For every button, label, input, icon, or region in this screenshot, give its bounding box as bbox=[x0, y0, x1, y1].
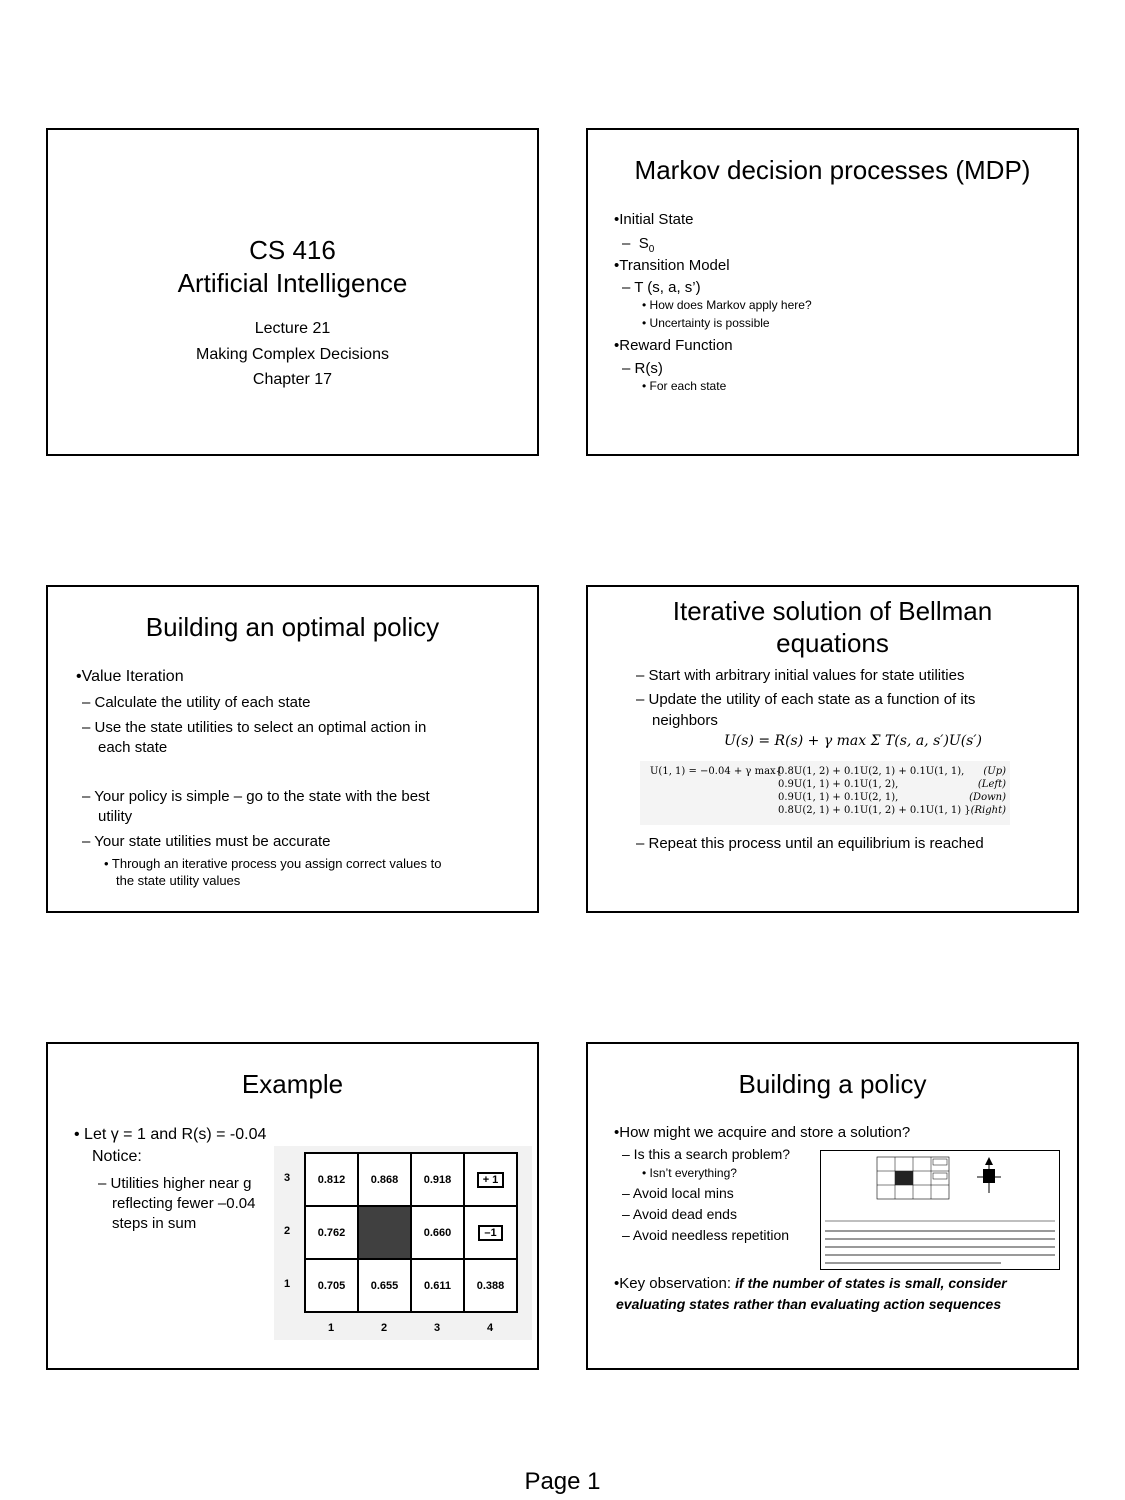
sub-bullet-iterative-cont: the state utility values bbox=[116, 873, 241, 888]
expansion-down: 0.9U(1, 1) + 0.1U(2, 1), bbox=[778, 792, 899, 803]
environment-figure bbox=[820, 1150, 1060, 1270]
bullet-update: – Update the utility of each state as a function of its bbox=[636, 691, 976, 708]
grid-cell: 0.655 bbox=[358, 1259, 411, 1312]
terminal-minus-one: –1 bbox=[478, 1225, 502, 1241]
sub-bullet-markov: • How does Markov apply here? bbox=[642, 298, 812, 312]
chapter-label: Chapter 17 bbox=[252, 371, 333, 388]
slide-example bbox=[46, 1042, 539, 1370]
terminal-plus-one: + 1 bbox=[477, 1172, 505, 1188]
grid-cell: 0.762 bbox=[305, 1206, 358, 1259]
dash: – bbox=[622, 235, 631, 252]
row-label: 1 bbox=[284, 1278, 291, 1290]
bullet-repetition: – Avoid needless repetition bbox=[622, 1227, 790, 1243]
bullet-value-iteration: •Value Iteration bbox=[76, 668, 184, 685]
tag-left: (Left) bbox=[977, 779, 1006, 790]
bullet-calculate-utility: – Calculate the utility of each state bbox=[82, 694, 311, 711]
grid-cell: 0.660 bbox=[411, 1206, 464, 1259]
slide-title-line1: Iterative solution of Bellman bbox=[672, 596, 993, 626]
grid-wall-cell bbox=[358, 1206, 411, 1259]
subscript: 0 bbox=[648, 244, 655, 255]
slide-title-line2: equations bbox=[776, 628, 889, 658]
bullet-utilities-higher-cont2: steps in sum bbox=[112, 1215, 197, 1232]
bullet-policy-simple: – Your policy is simple – go to the state with the best bbox=[82, 788, 430, 805]
tag-right: (Right) bbox=[970, 805, 1006, 816]
bullet-policy-simple-cont: utility bbox=[98, 808, 133, 825]
expansion-left: 0.9U(1, 1) + 0.1U(1, 2), bbox=[778, 779, 899, 790]
row-label: 2 bbox=[284, 1225, 291, 1237]
bullet-acquire-store: •How might we acquire and store a solution? bbox=[614, 1124, 911, 1141]
expansion-right: 0.8U(2, 1) + 0.1U(1, 2) + 0.1U(1, 1) } bbox=[778, 805, 971, 816]
bullet-update-cont: neighbors bbox=[652, 712, 718, 729]
bullet-utilities-higher: – Utilities higher near g bbox=[98, 1175, 252, 1192]
bullet-accurate-utilities: – Your state utilities must be accurate bbox=[82, 833, 331, 850]
bullet-repeat: – Repeat this process until an equilibrium is reached bbox=[636, 835, 984, 852]
sub-bullet-each-state: • For each state bbox=[642, 379, 727, 393]
utility-grid bbox=[304, 1152, 518, 1313]
key-observation-line1 bbox=[614, 1273, 1007, 1294]
tag-up: (Up) bbox=[983, 766, 1006, 777]
slide-bellman bbox=[586, 585, 1079, 913]
bullet-use-utilities: – Use the state utilities to select an optimal action in bbox=[82, 719, 427, 736]
bellman-expansion bbox=[640, 761, 1010, 825]
grid-cell: 0.705 bbox=[305, 1259, 358, 1312]
slide-building-policy bbox=[586, 1042, 1079, 1370]
grid-cell: 0.388 bbox=[464, 1259, 517, 1312]
utility-grid-figure bbox=[274, 1146, 532, 1340]
col-label: 3 bbox=[434, 1322, 441, 1334]
grid-cell-terminal bbox=[464, 1153, 517, 1206]
sub-bullet-iterative: • Through an iterative process you assign correct values to bbox=[104, 856, 442, 871]
bullet-dead-ends: – Avoid dead ends bbox=[622, 1206, 737, 1222]
row-label: 3 bbox=[284, 1172, 291, 1184]
slide-cover bbox=[46, 128, 539, 456]
key-observation-prefix: •Key observation: bbox=[614, 1275, 736, 1292]
lecture-number: Lecture 21 bbox=[254, 320, 331, 337]
slide-title: Example bbox=[241, 1069, 344, 1099]
bullet-search-problem: – Is this a search problem? bbox=[622, 1146, 791, 1162]
grid-cell-terminal bbox=[464, 1206, 517, 1259]
page-number: Page 1 bbox=[524, 1468, 601, 1495]
bullet-reward-fn: – R(s) bbox=[622, 360, 663, 377]
bullet-utilities-higher-cont: reflecting fewer –0.04 bbox=[112, 1195, 256, 1212]
sub-bullet-uncertainty: • Uncertainty is possible bbox=[642, 316, 770, 330]
grid-cell: 0.918 bbox=[411, 1153, 464, 1206]
figure-drawing bbox=[821, 1151, 1059, 1269]
expansion-up: 0.8U(1, 2) + 0.1U(2, 1) + 0.1U(1, 1), bbox=[778, 766, 965, 777]
slide-mdp bbox=[586, 128, 1079, 456]
bullet-start: – Start with arbitrary initial values for state utilities bbox=[636, 667, 965, 684]
s-symbol: S bbox=[638, 235, 649, 252]
course-subtitle: Artificial Intelligence bbox=[177, 268, 408, 298]
slide-title: Markov decision processes (MDP) bbox=[634, 155, 1031, 185]
bullet-initial-state: •Initial State bbox=[614, 211, 694, 228]
bullet-notice: Notice: bbox=[92, 1148, 142, 1165]
col-label: 1 bbox=[328, 1322, 335, 1334]
bellman-equation: U(s) = R(s) + γ max Σ T(s, a, s′)U(s′) bbox=[724, 733, 982, 749]
slide-title: Building a policy bbox=[738, 1069, 927, 1099]
grid-cell: 0.868 bbox=[358, 1153, 411, 1206]
col-label: 2 bbox=[381, 1322, 388, 1334]
bullet-reward-function: •Reward Function bbox=[614, 337, 733, 354]
grid-cell: 0.611 bbox=[411, 1259, 464, 1312]
bullet-transition-model: •Transition Model bbox=[614, 257, 730, 274]
sub-bullet-everything: • Isn’t everything? bbox=[642, 1166, 737, 1180]
expansion-lhs: U(1, 1) = −0.04 + γ max{ bbox=[650, 766, 783, 777]
bullet-use-utilities-cont: each state bbox=[98, 739, 168, 756]
slide-optimal-policy bbox=[46, 585, 539, 913]
course-title: CS 416 bbox=[249, 235, 336, 265]
grid-cell: 0.812 bbox=[305, 1153, 358, 1206]
tag-down: (Down) bbox=[969, 792, 1006, 803]
key-observation-emphasis: if the number of states is small, consider bbox=[735, 1275, 1007, 1291]
bullet-local-mins: – Avoid local mins bbox=[622, 1185, 734, 1201]
bullet-let-gamma: • Let γ = 1 and R(s) = -0.04 bbox=[74, 1126, 267, 1143]
bullet-transition-fn: – T (s, a, s’) bbox=[622, 279, 701, 296]
lecture-topic: Making Complex Decisions bbox=[196, 346, 389, 363]
key-observation-line2: evaluating states rather than evaluating action sequences bbox=[616, 1296, 1002, 1312]
col-label: 4 bbox=[487, 1322, 494, 1334]
slide-title: Building an optimal policy bbox=[145, 612, 440, 642]
